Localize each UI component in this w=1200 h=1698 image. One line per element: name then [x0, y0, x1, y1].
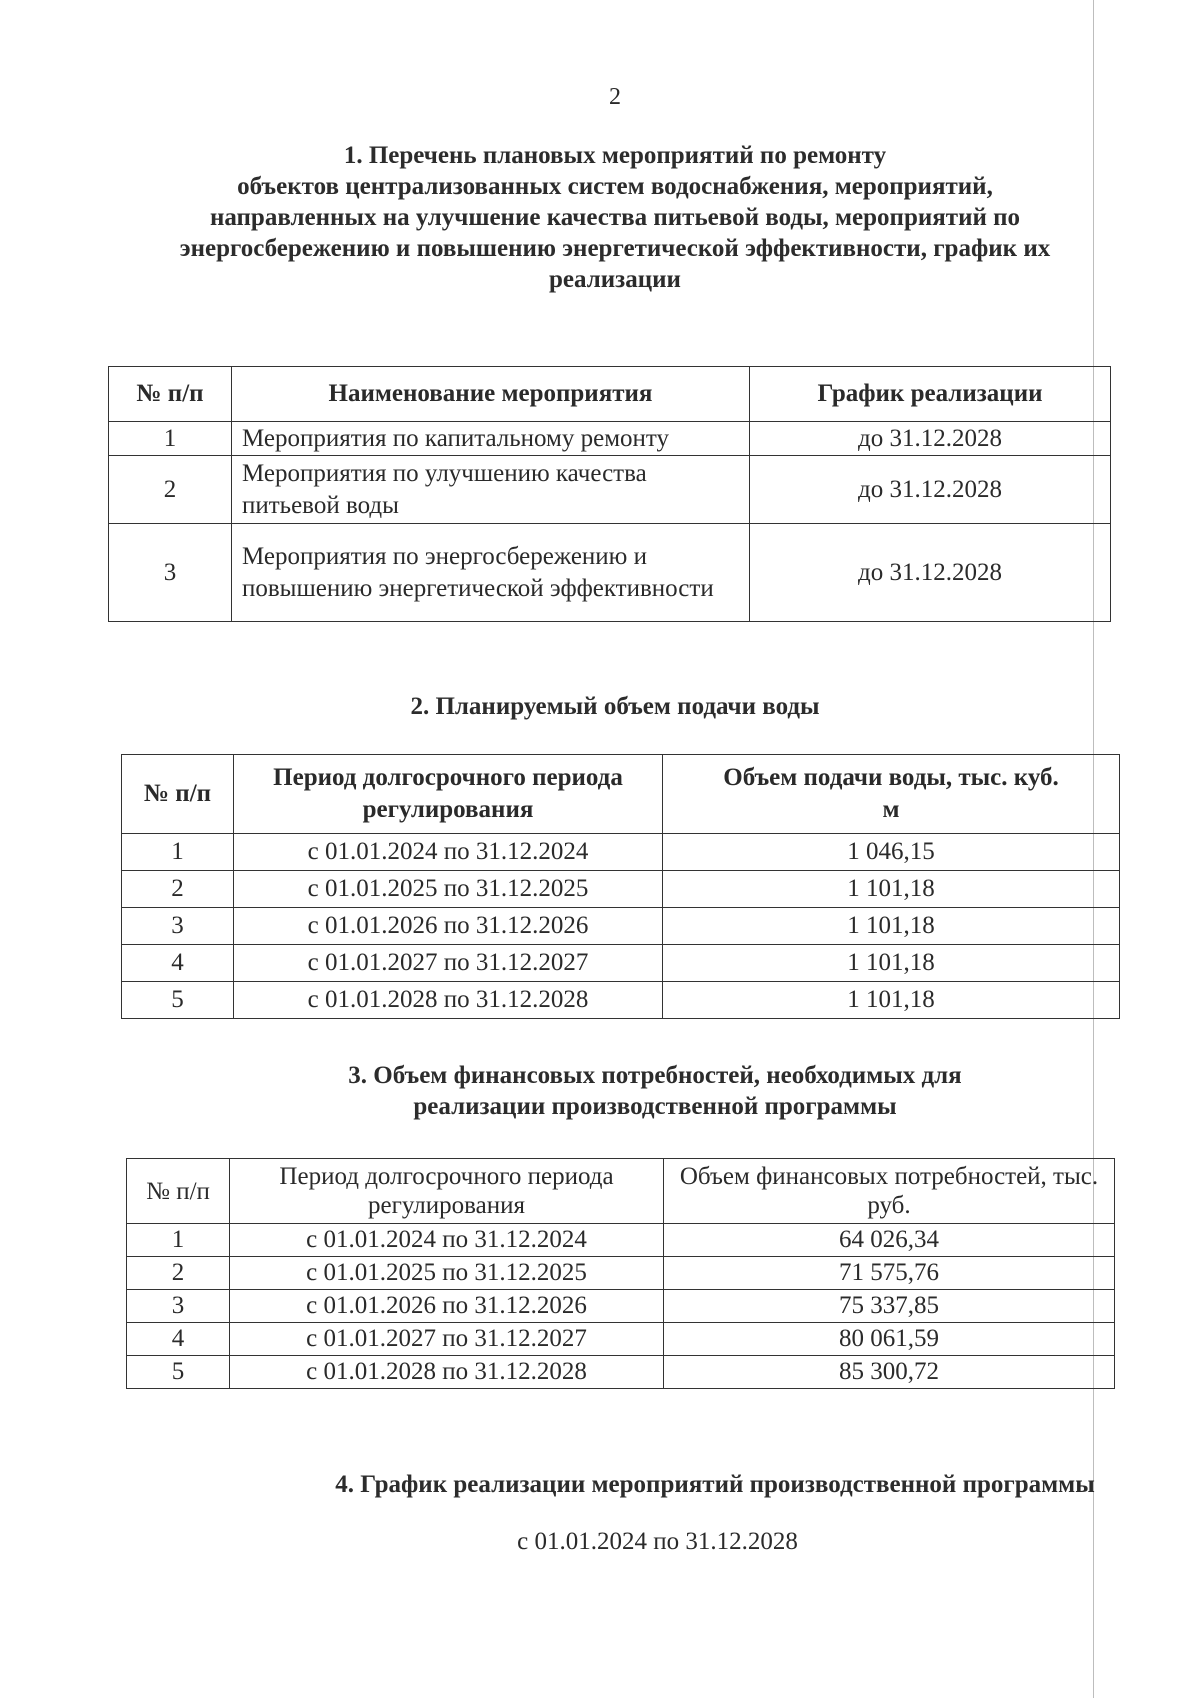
table-header-row [109, 367, 1111, 422]
header-water-volume: Объем подачи воды, тыс. куб. м [663, 755, 1120, 834]
table-row [122, 908, 1120, 945]
table-row [127, 1257, 1115, 1290]
row-period: с 01.01.2027 по 31.12.2027 [234, 945, 663, 982]
row-num: 5 [127, 1356, 230, 1389]
row-financial-volume: 85 300,72 [664, 1356, 1115, 1389]
section3-title-line: 3. Объем финансовых потребностей, необходимых для [348, 1062, 962, 1089]
row-water-volume: 1 046,15 [663, 834, 1120, 871]
table-row [122, 834, 1120, 871]
row-water-volume: 1 101,18 [663, 871, 1120, 908]
row-period: с 01.01.2027 по 31.12.2027 [230, 1323, 664, 1356]
table-header-row [127, 1159, 1115, 1224]
row-num: 1 [127, 1224, 230, 1257]
row-financial-volume: 80 061,59 [664, 1323, 1115, 1356]
header-num: № п/п [109, 367, 232, 422]
header-period: Период долгосрочного периода регулирования [234, 755, 663, 834]
row-period: с 01.01.2028 по 31.12.2028 [234, 982, 663, 1019]
row-measure-name: Мероприятия по улучшению качества питьевой воды [232, 456, 750, 524]
financial-needs-table [126, 1158, 1115, 1389]
row-num: 2 [122, 871, 234, 908]
row-measure-name: Мероприятия по энергосбережению и повышению энергетической эффективности [232, 524, 750, 622]
table-row [109, 422, 1111, 456]
row-period: с 01.01.2025 по 31.12.2025 [230, 1257, 664, 1290]
row-period: с 01.01.2026 по 31.12.2026 [234, 908, 663, 945]
row-period: с 01.01.2026 по 31.12.2026 [230, 1290, 664, 1323]
row-water-volume: 1 101,18 [663, 982, 1120, 1019]
table-row [127, 1323, 1115, 1356]
section1-title-line: 1. Перечень плановых мероприятий по ремонту [343, 142, 887, 169]
row-water-volume: 1 101,18 [663, 945, 1120, 982]
table-row [127, 1356, 1115, 1389]
row-schedule: до 31.12.2028 [750, 422, 1111, 456]
section4-title [110, 1469, 1200, 1500]
table-header-row [122, 755, 1120, 834]
table-row [122, 871, 1120, 908]
section3-title-line: реализации производственной программы [413, 1093, 897, 1120]
table-row [127, 1224, 1115, 1257]
section4-title-line: 4. График реализации мероприятий производственной программы [335, 1471, 1095, 1498]
header-num: № п/п [127, 1159, 230, 1224]
row-financial-volume: 64 026,34 [664, 1224, 1115, 1257]
measures-table [108, 366, 1111, 622]
section1-title-line: направленных на улучшение качества питьевой воды, мероприятий по [209, 204, 1021, 231]
section2-title-line: 2. Планируемый объем подачи воды [410, 693, 820, 720]
row-schedule: до 31.12.2028 [750, 524, 1111, 622]
header-financial-volume: Объем финансовых потребностей, тыс. руб. [664, 1159, 1115, 1224]
header-num: № п/п [122, 755, 234, 834]
row-num: 5 [122, 982, 234, 1019]
row-period: с 01.01.2024 по 31.12.2024 [234, 834, 663, 871]
section2-title [110, 691, 1120, 722]
header-measure-name: Наименование мероприятия [232, 367, 750, 422]
header-schedule: График реализации [750, 367, 1111, 422]
row-measure-name: Мероприятия по капитальному ремонту [232, 422, 750, 456]
row-num: 2 [127, 1257, 230, 1290]
table-row [122, 982, 1120, 1019]
row-period: с 01.01.2024 по 31.12.2024 [230, 1224, 664, 1257]
table-row [109, 524, 1111, 622]
water-supply-table [121, 754, 1120, 1019]
table-row [127, 1290, 1115, 1323]
row-num: 3 [122, 908, 234, 945]
row-period: с 01.01.2025 по 31.12.2025 [234, 871, 663, 908]
section1-title-line: реализации [549, 266, 681, 293]
row-num: 4 [127, 1323, 230, 1356]
row-period: с 01.01.2028 по 31.12.2028 [230, 1356, 664, 1389]
header-period: Период долгосрочного периода регулирования [230, 1159, 664, 1224]
row-num: 4 [122, 945, 234, 982]
row-financial-volume: 71 575,76 [664, 1257, 1115, 1290]
row-num: 1 [122, 834, 234, 871]
section3-title [150, 1060, 1160, 1122]
row-num: 3 [127, 1290, 230, 1323]
row-num: 2 [109, 456, 232, 524]
table-row [109, 456, 1111, 524]
row-schedule: до 31.12.2028 [750, 456, 1111, 524]
section1-title [110, 140, 1120, 295]
row-num: 3 [109, 524, 232, 622]
row-num: 1 [109, 422, 232, 456]
row-water-volume: 1 101,18 [663, 908, 1120, 945]
section1-title-line: энергосбережению и повышению энергетической эффективности, график их [179, 235, 1051, 262]
table-row [122, 945, 1120, 982]
section1-title-line: объектов централизованных систем водоснабжения, мероприятий, [237, 173, 993, 200]
page-number: 2 [609, 84, 621, 110]
row-financial-volume: 75 337,85 [664, 1290, 1115, 1323]
section4-period: с 01.01.2024 по 31.12.2028 [517, 1528, 798, 1555]
